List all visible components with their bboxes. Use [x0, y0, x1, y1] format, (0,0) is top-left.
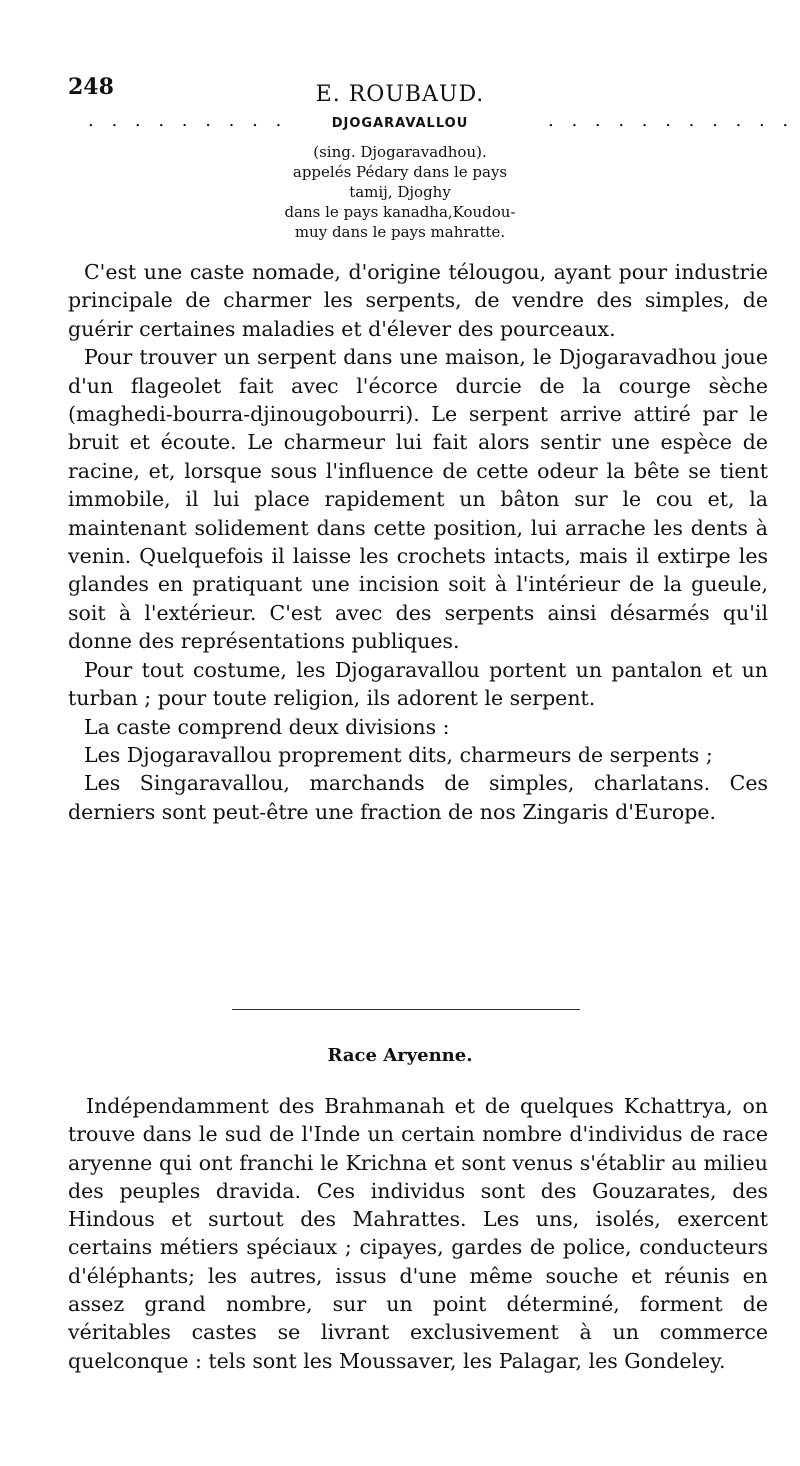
subheading-line: dans le pays kanadha,Koudou- [284, 203, 516, 221]
paragraph: Les Singaravallou, marchands de simples, charlatans. Ces derniers sont peut-être une fraction de nos Zingaris d'Europe. [68, 771, 768, 824]
caste-subheading [0, 142, 800, 242]
caste-heading: DJOGARAVALLOU [331, 116, 469, 131]
section-body [68, 1092, 768, 1375]
dot-leader-left: . . . . . . . . . [88, 110, 288, 131]
running-title: E. ROUBAUD. [315, 82, 485, 107]
paragraph: Indépendamment des Brahmanah et de quelques Kchattrya, on trouve dans le sud de l'Inde un certain nombre d'individus de race aryenne qui ont franchi le Krichna et sont venus s'établir au milieu des peuples dravida. Ces individus sont des Gouzarates, des Hindous et surtout des Mahrattes. Les uns, isolés, exercent certains métiers spéciaux ; cipayes, gardes de police, conducteurs d'éléphants; les autres, issus d'une même souche et réunis en assez grand nombre, sur un point déterminé, forment de véritables castes se livrant exclusivement à un commerce quelconque : tels sont les Moussaver, les Palagar, les Gondeley. [68, 1094, 768, 1373]
caste-description [68, 258, 768, 826]
subheading-line: (sing. Djogaravadhou). [313, 143, 487, 161]
page-number: 248 [68, 74, 114, 100]
paragraph: La caste comprend deux divisions : [84, 714, 450, 739]
dot-leader-right: . . . . . . . . . . . [548, 110, 795, 131]
subheading-line: muy dans le pays mahratte. [294, 223, 506, 241]
paragraph: Les Djogaravallou proprement dits, charmeurs de serpents ; [84, 742, 713, 767]
section-title: Race Aryenne. [327, 1045, 473, 1066]
section-divider [232, 1009, 580, 1010]
paragraph: C'est une caste nomade, d'origine télougou, ayant pour industrie principale de charmer les serpents, de vendre des simples, de guérir certaines maladies et d'élever des pourceaux. [68, 260, 768, 341]
paragraph: Pour tout costume, les Djogaravallou portent un pantalon et un turban ; pour toute religion, ils adorent le serpent. [68, 657, 768, 711]
subheading-line: appelés Pédary dans le pays [292, 163, 508, 181]
subheading-line: tamij, Djoghy [349, 183, 451, 201]
paragraph: Pour trouver un serpent dans une maison, le Djogaravadhou joue d'un flageolet fait avec l'écorce durcie de la courge sèche (maghedi-bourra-djinougobourri). Le serpent arrive attiré par le bruit et écoute. Le charmeur lui fait alors sentir une espèce de racine, et, lorsque sous l'influence de cette odeur la bête se tient immobile, il lui place rapidement un bâton sur le cou et, la maintenant solidement dans cette position, lui arrache les dents à venin. Quelquefois il laisse les crochets intacts, mais il extirpe les glandes en pratiquant une incision soit à l'intérieur de la gueule, soit à l'extérieur. C'est avec des serpents ainsi désarmés qu'il donne des représentations publiques. [68, 345, 768, 654]
